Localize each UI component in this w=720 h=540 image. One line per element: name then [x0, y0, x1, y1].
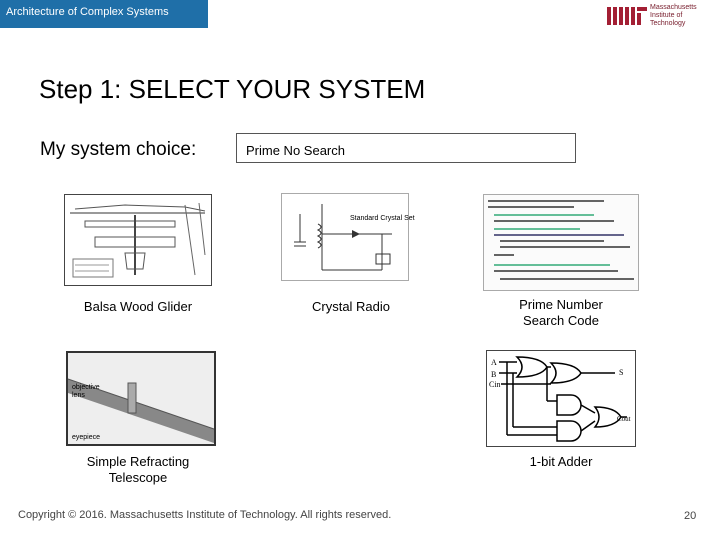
- adder-input-a: A: [491, 358, 497, 367]
- slide-title: Step 1: SELECT YOUR SYSTEM: [39, 74, 426, 104]
- adder-input-cin: Cin: [489, 380, 501, 389]
- copyright-notice: Copyright © 2016. Massachusetts Institute of Technology. All rights reserved.: [18, 509, 392, 521]
- telescope-caption: Simple Refracting Telescope: [86, 454, 190, 485]
- adder-output-cout: Cout: [617, 415, 631, 423]
- prime-search-code-caption: Prime Number Search Code: [519, 297, 603, 328]
- adder-input-b: B: [491, 370, 497, 379]
- prime-search-code-image[interactable]: [483, 194, 639, 291]
- page-number: 20: [684, 510, 697, 522]
- objective-label: objective: [72, 384, 100, 391]
- banner-text: Architecture of Complex Systems: [6, 6, 169, 18]
- adder-circuit-image[interactable]: [486, 350, 636, 447]
- crystal-radio-image[interactable]: [281, 193, 415, 281]
- lens-label: lens: [72, 392, 85, 399]
- course-banner: [0, 0, 208, 28]
- glider-image[interactable]: [64, 194, 212, 286]
- mit-logo-text: Massachusetts Institute of Technology: [650, 4, 697, 27]
- eyepiece-label: eyepiece: [72, 434, 101, 441]
- system-choice-field[interactable]: [236, 133, 576, 163]
- glider-caption: Balsa Wood Glider: [83, 299, 193, 314]
- adder-caption: 1-bit Adder: [529, 454, 593, 469]
- system-choice-value: Prime No Search: [246, 143, 345, 158]
- adder-output-s: S: [619, 368, 624, 377]
- crystal-radio-image-text: Standard Crystal Set: [350, 215, 415, 222]
- crystal-radio-caption: Crystal Radio: [311, 299, 391, 314]
- telescope-image[interactable]: [66, 351, 216, 446]
- system-choice-label: My system choice:: [40, 139, 197, 160]
